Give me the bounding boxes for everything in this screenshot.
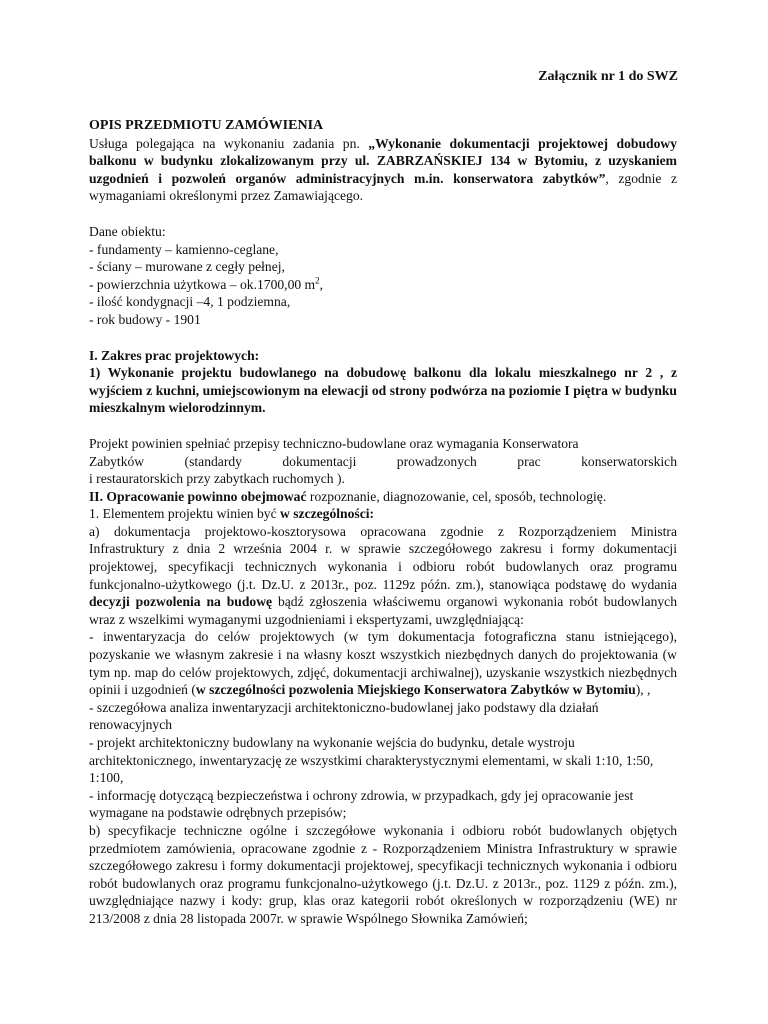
dash1-text: - inwentaryzacja do celów projektowych (w tym dokumentacja fotograficzna stanu istniejącego), pozyskanie we własnym zakresie i na własny koszt wszystkich niezbędnych danych do projektowania (w tym np. map do celów projektowych, zdjęć, dokumentacji archiwalnej), uzyskanie wszystkich niezbędnych opinii i uzgodnień ( [89,629,677,698]
intro-text-after: , zgodnie z wymaganiami określonymi przez Zamawiającego. [89,170,678,204]
object-item-floors: - ilość kondygnacji –4, 1 podziemna, [89,294,291,310]
task-name: „Wykonanie dokumentacji projektowej dobudowy balkonu w budynku zlokalizowanym przy ul. ZABRZAŃSKIEJ 134 w Bytomiu, z uzyskaniem uzgodnień i pozwoleń organów administracyjnych m.in. konserwatora zabytków” [89,135,678,186]
object-item-area-text: - powierzchnia użytkowa – ok.1700,00 m [89,276,316,292]
section2-dash-safety: - informację dotyczącą bezpieczeństwa i ochrony zdrowia, w przypadkach, gdy jej opracowanie jest wymagane na podstawie odrębnych przepisów; [89,787,634,821]
dash1-after: ), , [635,682,651,698]
section2-point1 [89,505,677,523]
spacer [89,417,677,435]
attachment-label: Załącznik nr 1 do SWZ [538,69,678,84]
spacer [89,205,677,223]
item-a-text: a) dokumentacja projektowo-kosztorysowa opracowana zgodnie z Rozporządzeniem Ministra Infrastruktury z dnia 2 września 2004 r. w sprawie szczegółowego zakresu i formy dokumentacji projektowej, specyfikacji technicznych wykonania i odbioru robót budowlanych oraz programu funkcjonalno-użytkowego (j.t. Dz.U. z 2013r., poz. 1129z późn. zm.), stanowiąca podstawę do wydania [89,523,677,592]
spacer [89,329,677,347]
section2-item-a [89,523,677,629]
area-superscript: 2 [315,275,320,286]
item-a-bold: decyzji pozwolenia na budowę [89,594,273,610]
point1-bold: w szczególności: [280,506,375,522]
project-paragraph-line3: i restauratorskich przy zabytkach ruchomych ). [89,471,345,487]
point1-text: 1. Elementem projektu winien być [89,506,281,522]
section2-heading-rest: rozpoznanie, diagnozowanie, cel, sposób, technologię. [306,488,607,504]
section2-heading-bold: II. Opracowanie powinno obejmować [89,488,307,504]
area-suffix: , [319,276,324,292]
section2-heading [89,488,677,506]
section1-heading: I. Zakres prac projektowych: [89,347,260,363]
section2-dash-analysis: - szczegółowa analiza inwentaryzacji architektoniczno-budowlanej jako podstawy dla działań renowacyjnych [89,699,599,733]
dash1-bold: w szczególności pozwolenia Miejskiego Konserwatora Zabytków w Bytomiu [195,682,636,698]
project-paragraph-line2: Zabytków (standardy dokumentacji prowadzonych prac konserwatorskich [89,453,677,469]
section2-dash-inventory [89,628,677,698]
intro-text-before: Usługa polegająca na wykonaniu zadania pn. [89,135,369,151]
project-paragraph-line1: Projekt powinien spełniać przepisy techniczno-budowlane oraz wymagania Konserwatora [89,435,579,451]
object-data-heading: Dane obiektu: [89,223,166,239]
section1-item1: 1) Wykonanie projektu budowlanego na dobudowę balkonu dla lokalu mieszkalnego nr 2 , z wyjściem z kuchni, umiejscowionym na elewacji od strony podwórza na poziomie I piętra w budynku mieszkalnym wielorodzinnym. [89,365,677,416]
intro-paragraph [89,135,677,205]
object-item-area [89,276,677,294]
item-a-after: bądź zgłoszenia właściwemu organowi wykonania robót budowlanych wraz z wszelkimi wymaganymi uzgodnieniami i ekspertyzami, uwzględniającą: [89,594,677,627]
section2-dash-architectural: - projekt architektoniczny budowlany na wykonanie wejścia do budynku, detale wystroju architektonicznego, inwentaryzację ze wszystkimi charakterystycznymi elementami, w skali 1:10, 1:50, 1:100, [89,735,654,786]
document-title: OPIS PRZEDMIOTU ZAMÓWIENIA [89,118,324,133]
object-item-walls: - ściany – murowane z cegły pełnej, [89,259,285,275]
document-body [89,117,677,928]
object-item-foundations: - fundamenty – kamienno-ceglane, [89,241,279,257]
object-item-year: - rok budowy - 1901 [89,311,201,327]
section2-item-b: b) specyfikacje techniczne ogólne i szczegółowe wykonania i odbioru robót budowlanych objętych przedmiotem zamówienia, opracowane zgodnie z - Rozporządzeniem Ministra Infrastruktury w sprawie szczegółowego zakresu i formy dokumentacji projektowej, specyfikacji technicznych wykonania i odbioru robót budowlanych oraz programu funkcjonalno-użytkowego (j.t. Dz.U. z 2013r., poz. 1129 z późn. zm.), uwzględniające nazwy i kody: grup, klas oraz kategorii robót określonych w rozporządzeniu (WE) nr 213/2008 z dnia 28 listopada 2007r. w sprawie Wspólnego Słownika Zamówień; [89,822,677,926]
